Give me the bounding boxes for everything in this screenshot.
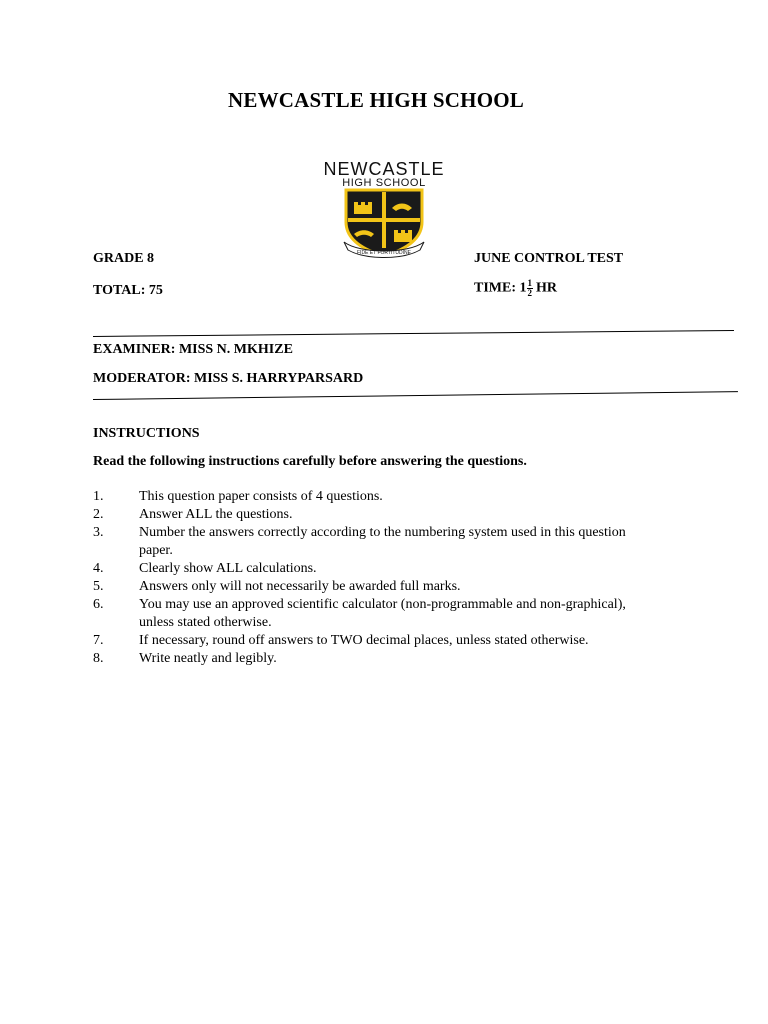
instruction-number: 8.: [93, 651, 104, 666]
instruction-item: [93, 524, 653, 560]
instructions-list: [93, 488, 653, 668]
grade-label: GRADE 8: [93, 251, 155, 266]
instructions-heading: INSTRUCTIONS: [93, 426, 200, 441]
divider-bottom: [93, 391, 738, 400]
logo-motto: FIDE ET FORTITUDINE: [357, 250, 411, 256]
instruction-number: 7.: [93, 633, 104, 648]
instruction-item: [93, 578, 653, 596]
instruction-number: 5.: [93, 579, 104, 594]
instructions-lead: Read the following instructions carefully before answering the questions.: [93, 454, 527, 469]
moderator: MODERATOR: MISS S. HARRYPARSARD: [93, 371, 364, 386]
time-frac-den: 2: [527, 288, 532, 298]
instruction-text: Clearly show ALL calculations.: [139, 561, 317, 576]
instruction-item: [93, 650, 653, 668]
instruction-item: [93, 632, 653, 650]
instruction-number: 6.: [93, 597, 104, 612]
instruction-number: 1.: [93, 489, 104, 504]
instruction-text: If necessary, round off answers to TWO decimal places, unless stated otherwise.: [139, 633, 589, 648]
instruction-item: [93, 488, 653, 506]
test-name: JUNE CONTROL TEST: [474, 251, 624, 266]
instruction-item: [93, 596, 653, 632]
time-frac-num: 1: [527, 278, 532, 288]
logo-name-line1: NEWCASTLE: [323, 159, 445, 179]
instruction-text: Answers only will not necessarily be awarded full marks.: [139, 579, 461, 594]
instruction-number: 3.: [93, 525, 104, 540]
time-fraction: [527, 279, 534, 298]
instruction-text: Number the answers correctly according to the numbering system used in this question paper.: [139, 525, 626, 558]
shield-crest-icon: [338, 188, 430, 260]
instruction-number: 4.: [93, 561, 104, 576]
instruction-text: Answer ALL the questions.: [139, 507, 293, 522]
school-title: NEWCASTLE HIGH SCHOOL: [228, 88, 524, 112]
school-logo: [303, 158, 465, 260]
instruction-text: This question paper consists of 4 questions.: [139, 489, 383, 504]
instruction-text: Write neatly and legibly.: [139, 651, 277, 666]
instruction-text: You may use an approved scientific calculator (non-programmable and non-graphical), unless stated otherwise.: [139, 597, 626, 630]
instruction-item: [93, 560, 653, 578]
time-allowed: [474, 279, 557, 298]
instruction-number: 2.: [93, 507, 104, 522]
divider-top: [93, 330, 734, 337]
logo-name-line2: HIGH SCHOOL: [342, 177, 426, 189]
time-prefix: TIME: 1: [474, 280, 527, 296]
time-suffix: HR: [536, 280, 557, 296]
examiner: EXAMINER: MISS N. MKHIZE: [93, 342, 293, 357]
total-marks: TOTAL: 75: [93, 283, 163, 298]
instruction-item: [93, 506, 653, 524]
